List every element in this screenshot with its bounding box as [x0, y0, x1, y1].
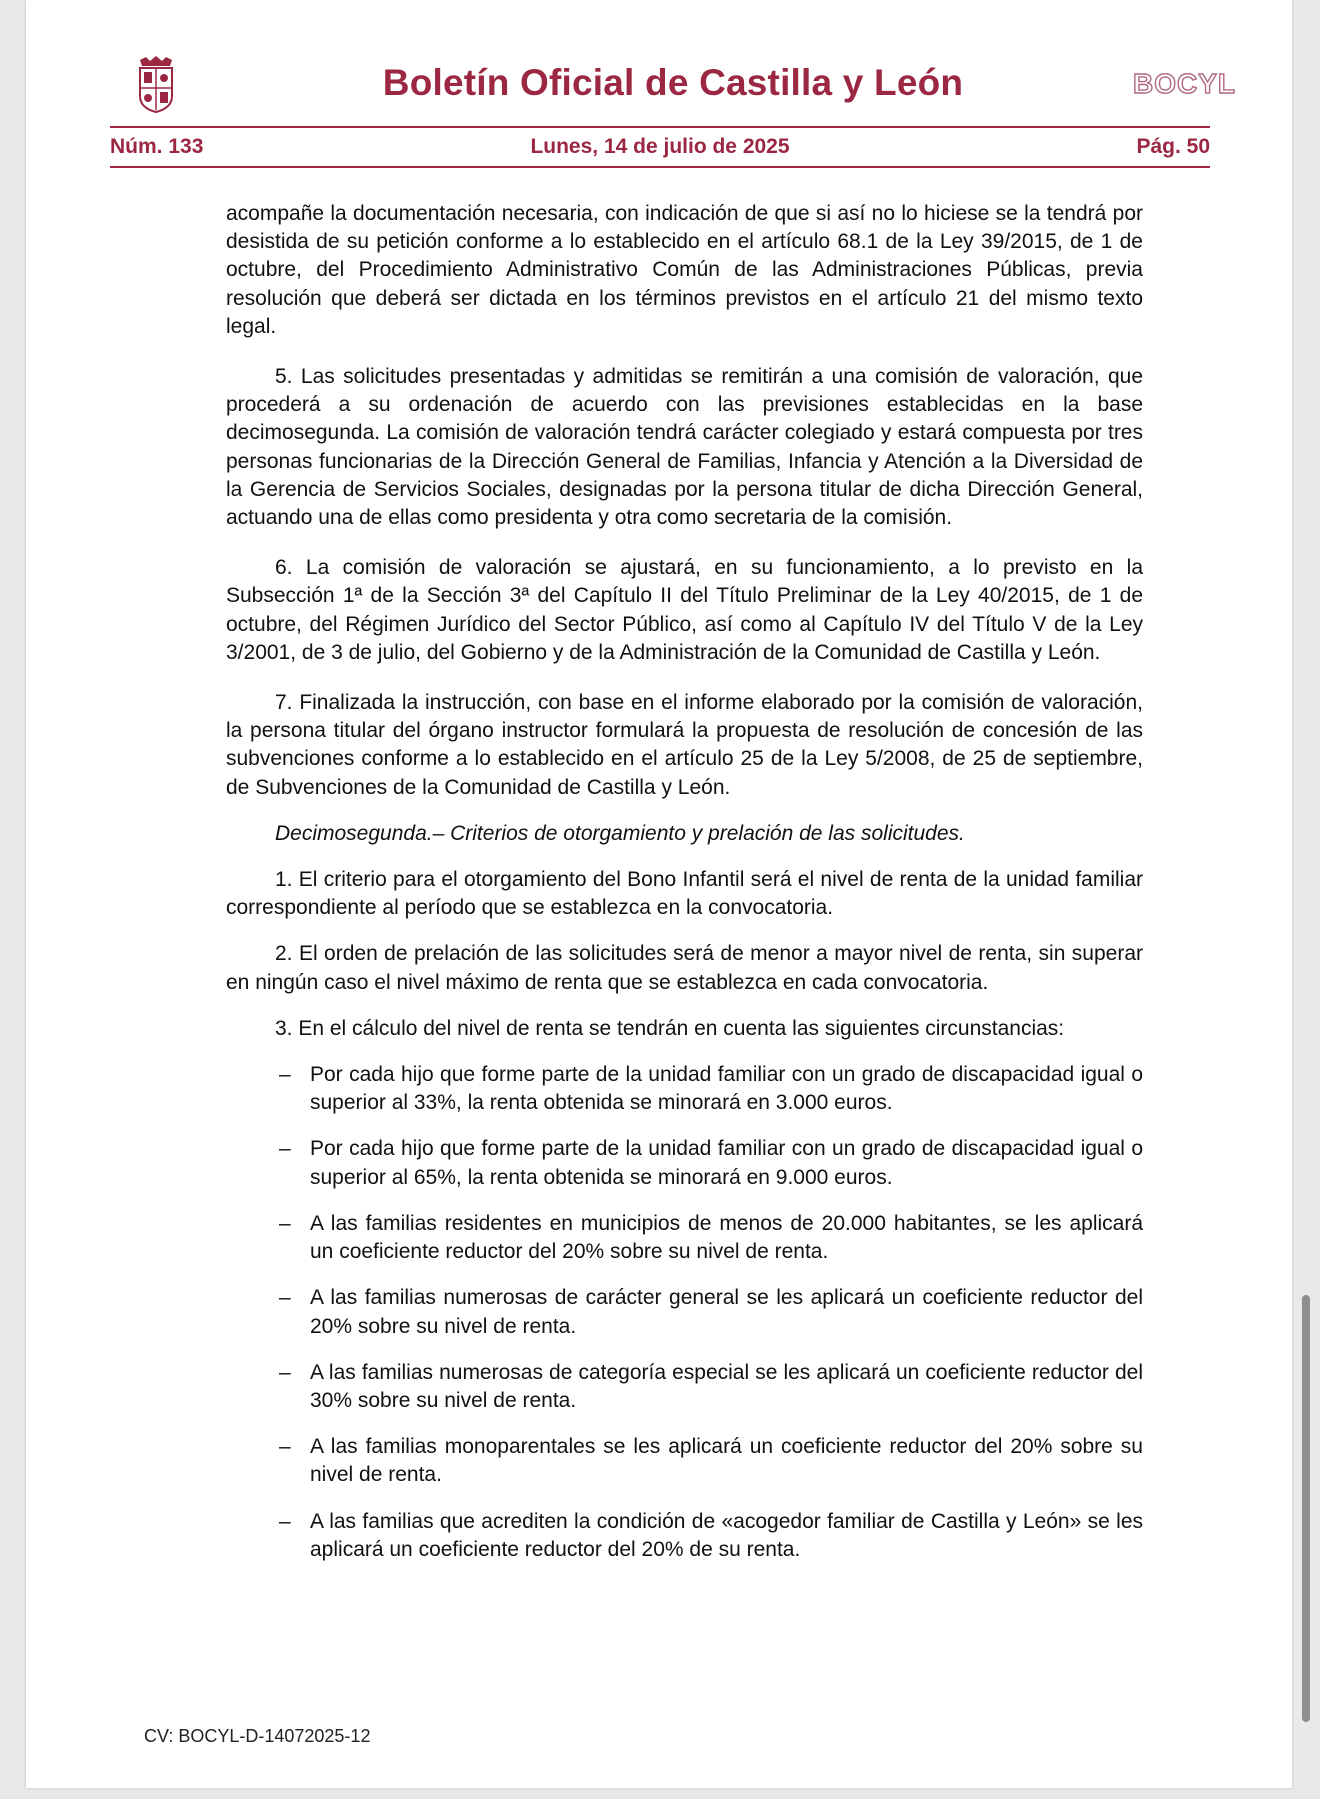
page-number: Pág. 50 — [1136, 135, 1210, 158]
list-item — [226, 1061, 1143, 1117]
list-item — [226, 1359, 1143, 1415]
paragraph-6: 6. La comisión de valoración se ajustará, en su funcionamiento, a lo previsto en la Subsección 1ª de la Sección 3ª del Capítulo II del Título Preliminar de la Ley 40/2015, de 1 de octubre, del Régimen Jurídico del Sector Público, así como al Capítulo IV del Título V de la Ley 3/2001, de 3 de julio, del Gobierno y de la Administración de la Comunidad de Castilla y León. — [226, 556, 1143, 664]
list-item — [226, 1508, 1143, 1564]
document-page — [26, 0, 1292, 1788]
list-item-text: A las familias numerosas de carácter general se les aplicará un coeficiente reductor del 20% sobre su nivel de renta. — [310, 1286, 1143, 1338]
dash-marker: – — [279, 1509, 291, 1533]
dash-marker: – — [279, 1063, 291, 1087]
verification-code: CV: BOCYL-D-14072025-12 — [144, 1726, 371, 1746]
document-body — [226, 200, 1143, 1564]
paragraph-5: 5. Las solicitudes presentadas y admitidas se remitirán a una comisión de valoración, que procederá a su ordenación de acuerdo con las previsiones establecidas en la base decimosegunda. La comisión de valoración tendrá carácter colegiado y estará compuesta por tres personas funcionarias de la Dirección General de Familias, Infancia y Atención a la Diversidad de la Gerencia de Servicios Sociales, designadas por la persona titular de dicha Dirección General, actuando una de ellas como presidenta y otra como secretaria de la comisión. — [226, 365, 1143, 530]
paragraph-7: 7. Finalizada la instrucción, con base en el informe elaborado por la comisión de valoración, la persona titular del órgano instructor formulará la propuesta de resolución de concesión de las subvenciones conforme a lo establecido en el artículo 25 de la Ley 5/2008, de 25 de septiembre, de Subvenciones de la Comunidad de Castilla y León. — [226, 691, 1143, 799]
bulletin-header — [110, 48, 1236, 118]
list-item — [226, 1210, 1143, 1266]
list-item-text: A las familias monoparentales se les aplicará un coeficiente reductor del 20% sobre su nivel de renta. — [310, 1435, 1143, 1487]
issue-date: Lunes, 14 de julio de 2025 — [530, 135, 790, 158]
list-item-text: A las familias residentes en municipios de menos de 20.000 habitantes, se les aplicará un coeficiente reductor del 20% sobre su nivel de renta. — [310, 1211, 1143, 1264]
list-item-text: A las familias numerosas de categoría especial se les aplicará un coeficiente reductor del 30% sobre su nivel de renta. — [310, 1360, 1143, 1412]
list-item-text: Por cada hijo que forme parte de la unidad familiar con un grado de discapacidad igual o superior al 33%, la renta obtenida se minorará en 3.000 euros. — [310, 1063, 1143, 1115]
bulletin-title: Boletín Oficial de Castilla y León — [382, 62, 964, 103]
list-item — [226, 1284, 1143, 1340]
list-item-text: A las familias que acrediten la condición de «acogedor familiar de Castilla y León» se les aplicará un coeficiente reductor del 20% de su renta. — [310, 1509, 1143, 1561]
dash-marker: – — [279, 1360, 291, 1384]
criterion-1: 1. El criterio para el otorgamiento del Bono Infantil será el nivel de renta de la unidad familiar correspondiente al período que se establezca en la convocatoria. — [226, 868, 1143, 920]
issue-info-bar — [110, 126, 1210, 168]
bocyl-logo: BOCYL — [1133, 68, 1236, 99]
vertical-scrollbar[interactable] — [1302, 1295, 1310, 1722]
list-item-text: Por cada hijo que forme parte de la unidad familiar con un grado de discapacidad igual o superior al 65%, la renta obtenida se minorará en 9.000 euros. — [310, 1137, 1143, 1189]
dash-marker: – — [279, 1435, 291, 1459]
issue-number: Núm. 133 — [110, 135, 204, 158]
list-item — [226, 1135, 1143, 1191]
criterion-3: 3. En el cálculo del nivel de renta se tendrán en cuenta las siguientes circunstancias: — [275, 1016, 1065, 1040]
section-heading: Decimosegunda.– Criterios de otorgamiento y prelación de las solicitudes. — [275, 821, 965, 845]
dash-marker: – — [279, 1286, 291, 1310]
paragraph-continued: acompañe la documentación necesaria, con indicación de que si así no lo hiciese se la tendrá por desistida de su petición conforme a lo establecido en el artículo 68.1 de la Ley 39/2015, de 1 de octubre, del Procedimiento Administrativo Común de las Administraciones Públicas, previa resolución que deberá ser dictada en los términos previstos en el artículo 21 del mismo texto legal. — [226, 202, 1143, 338]
list-item — [226, 1433, 1143, 1489]
dash-marker: – — [279, 1211, 291, 1235]
dash-marker: – — [279, 1137, 291, 1161]
criterion-2: 2. El orden de prelación de las solicitudes será de menor a mayor nivel de renta, sin superar en ningún caso el nivel máximo de renta que se establezca en cada convocatoria. — [226, 942, 1143, 994]
